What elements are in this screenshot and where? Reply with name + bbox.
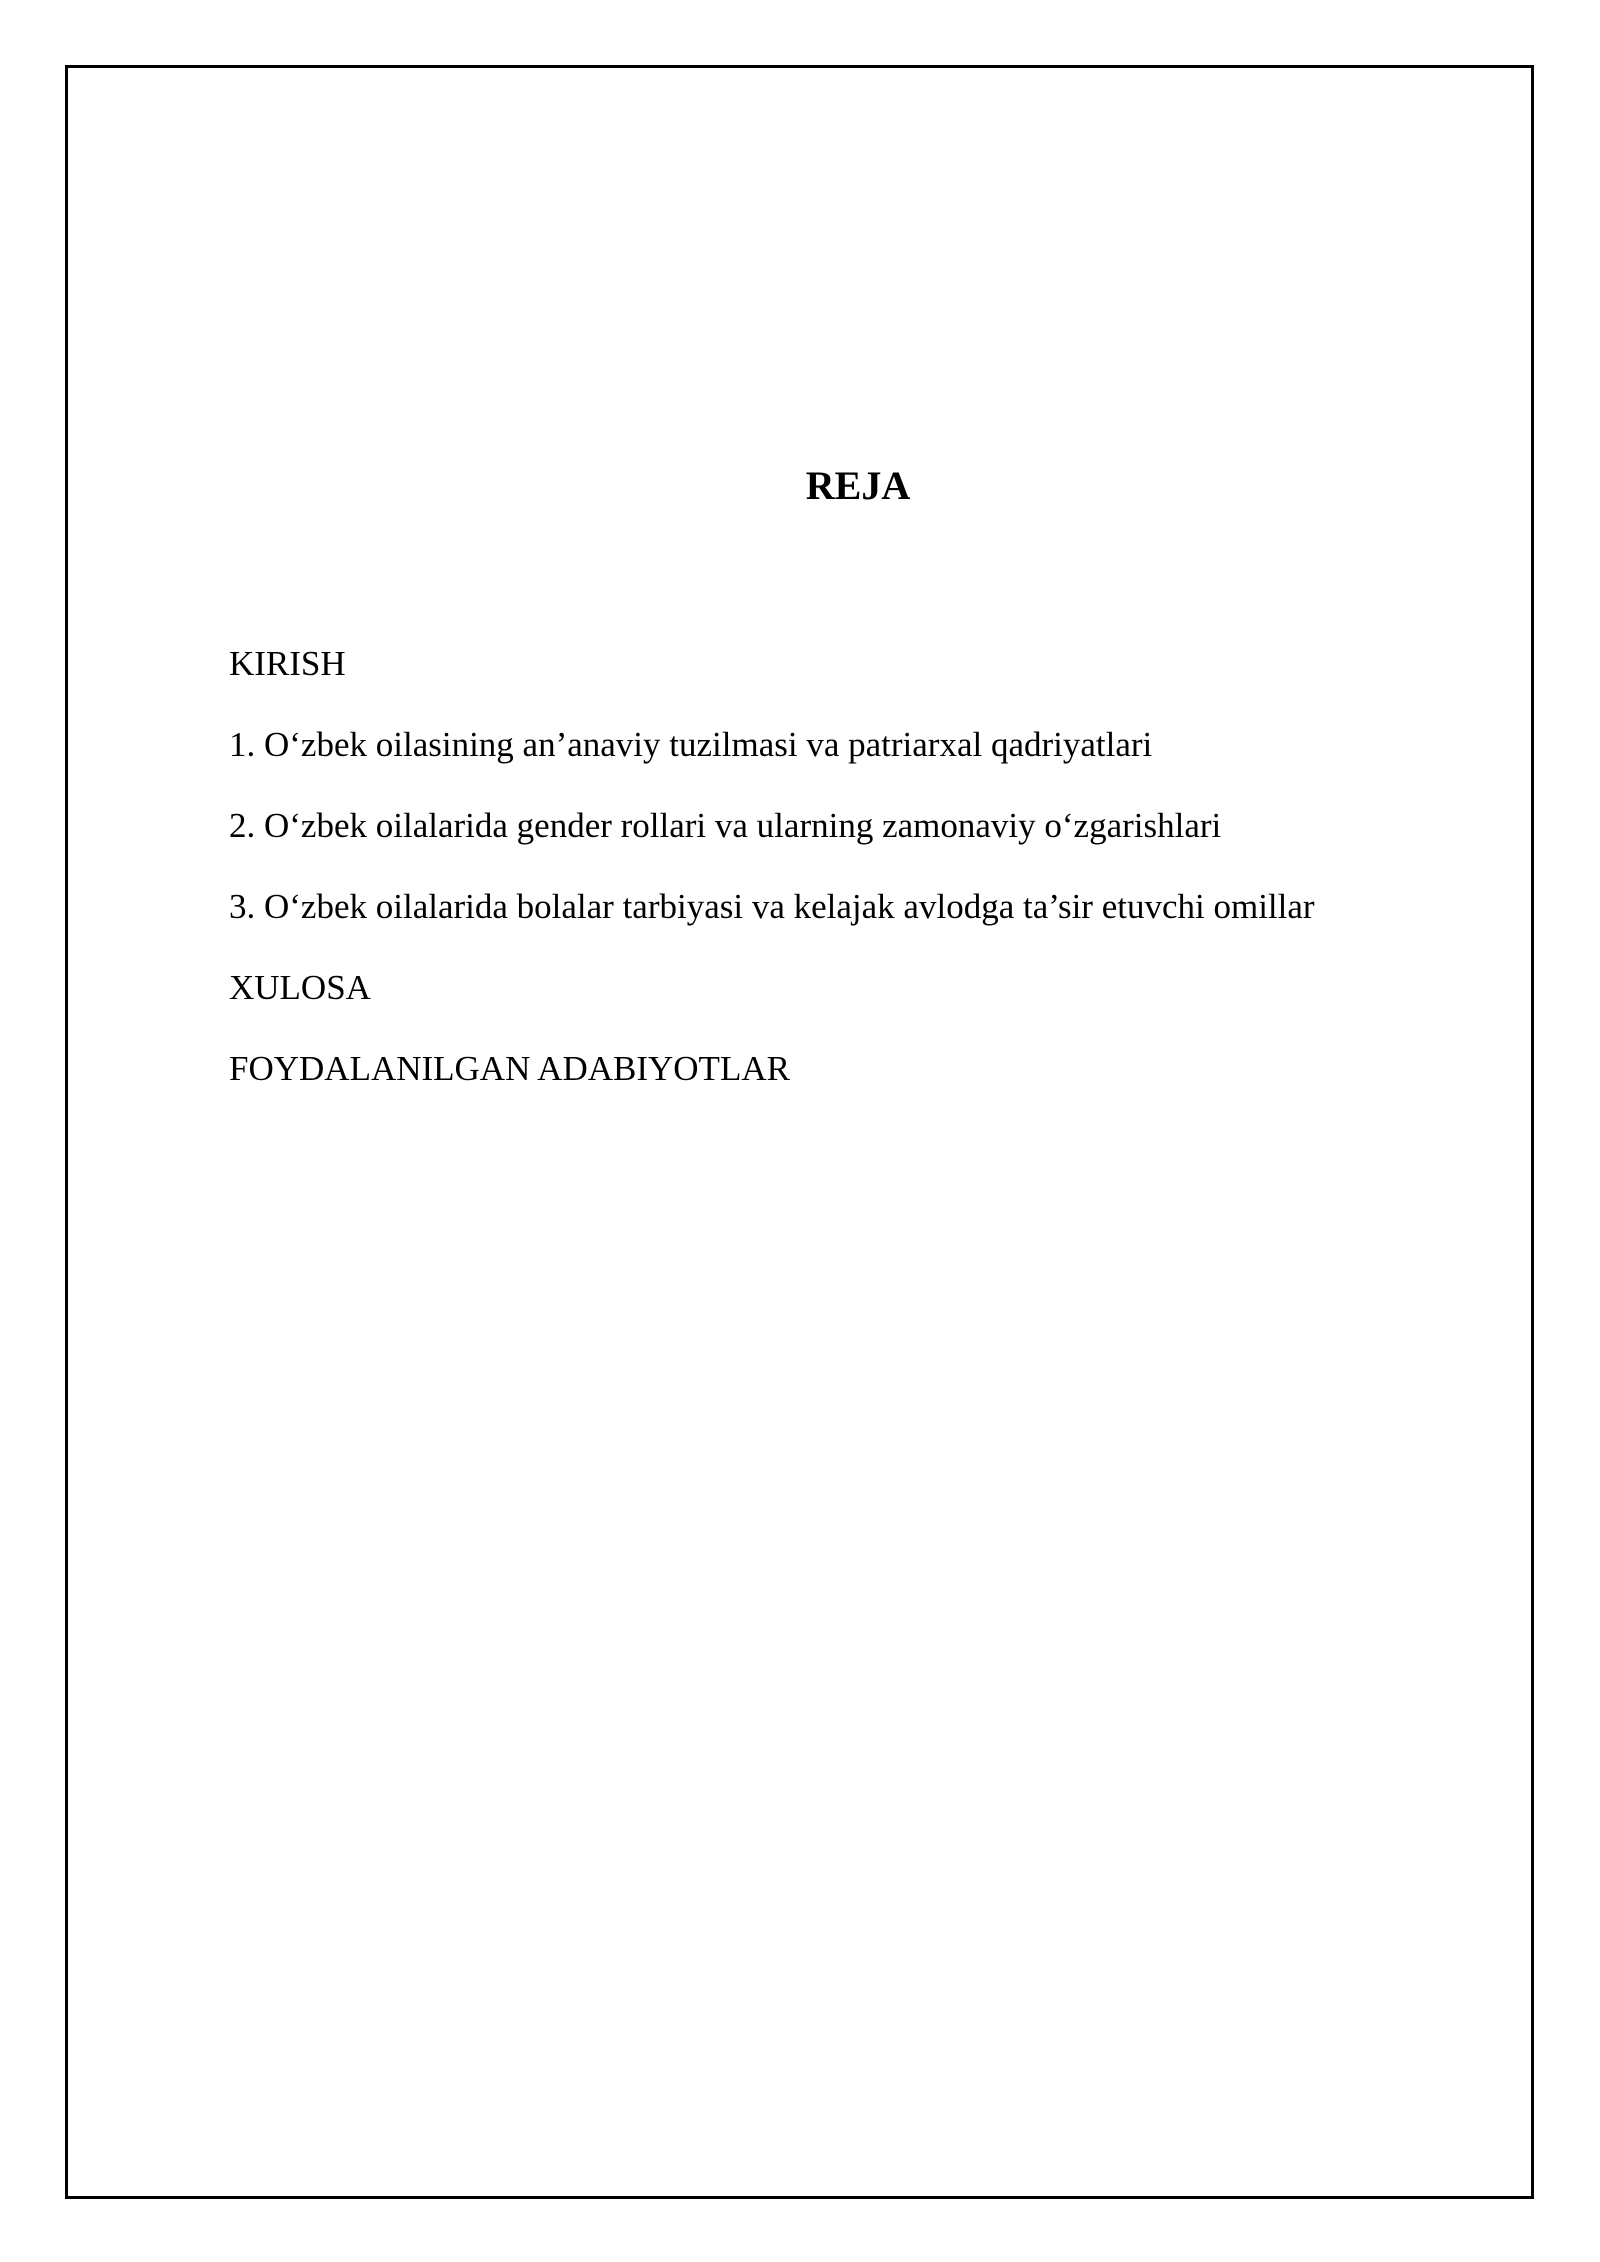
plan-item-references: FOYDALANILGAN ADABIYOTLAR bbox=[229, 1049, 790, 1088]
plan-item-2: 2. O‘zbek oilalarida gender rollari va ularning zamonaviy o‘zgarishlari bbox=[229, 806, 1222, 845]
plan-item-introduction: KIRISH bbox=[229, 644, 346, 683]
plan-list bbox=[229, 640, 1315, 1126]
plan-item-1: 1. O‘zbek oilasining an’anaviy tuzilmasi va patriarxal qadriyatlari bbox=[229, 725, 1153, 764]
plan-item-conclusion: XULOSA bbox=[229, 968, 371, 1007]
page-border bbox=[65, 65, 1534, 2199]
document-title: REJA bbox=[805, 463, 911, 508]
plan-item-3: 3. O‘zbek oilalarida bolalar tarbiyasi va kelajak avlodga ta’sir etuvchi omillar bbox=[229, 887, 1315, 926]
